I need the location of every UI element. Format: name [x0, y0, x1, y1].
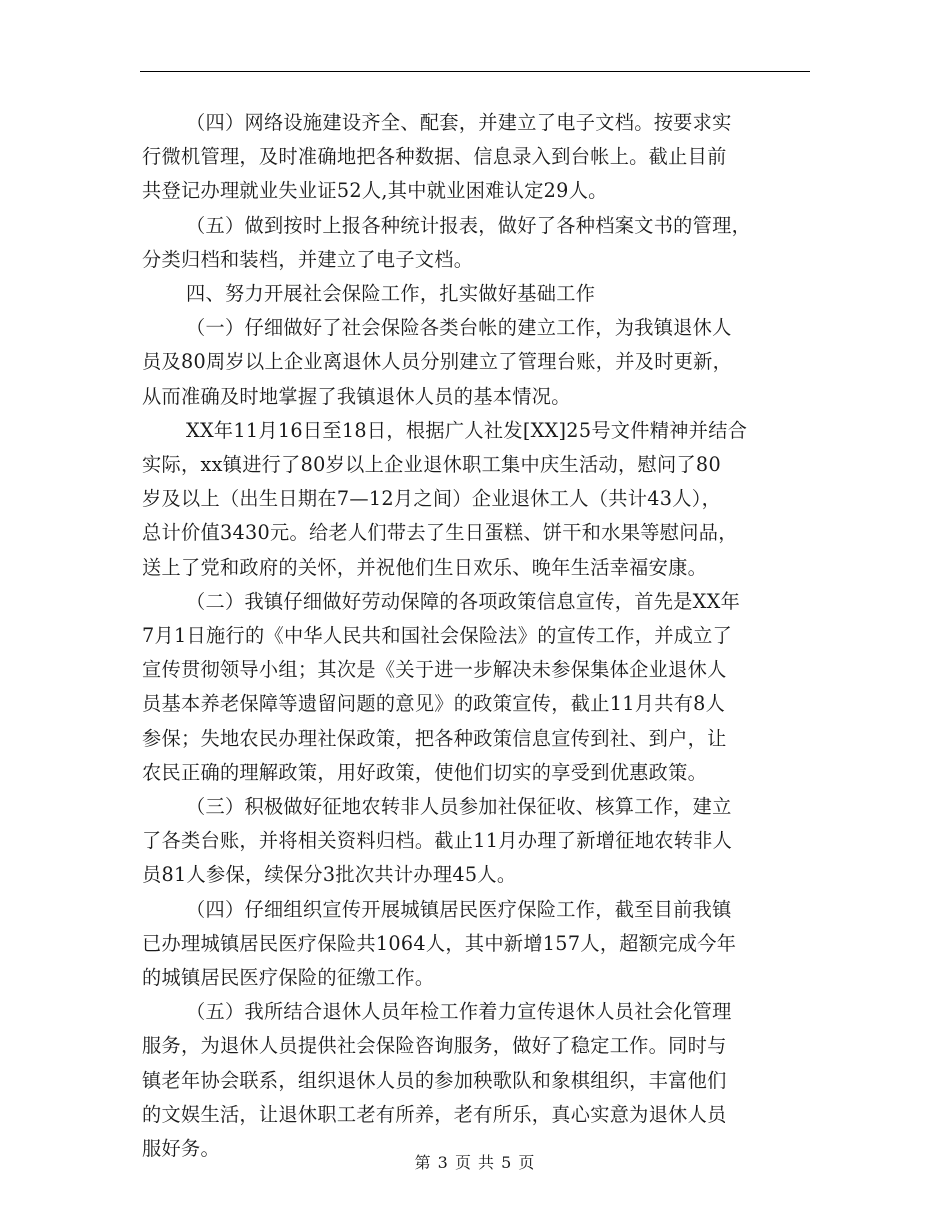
paragraph-line: 岁及以上（出生日期在7—12月之间）企业退休工人（共计43人），	[142, 487, 722, 511]
paragraph-line: XX年11月16日至18日，根据广人社发[XX]25号文件精神并结合	[186, 418, 748, 442]
paragraph-line: （五）做到按时上报各种统计报表，做好了各种档案文书的管理，	[186, 213, 752, 237]
paragraph-line: 员81人参保，续保分3批次共计办理45人。	[142, 863, 517, 887]
paragraph-line: （二）我镇仔细做好劳动保障的各项政策信息宣传，首先是XX年	[186, 589, 741, 613]
paragraph-line: 从而准确及时地掌握了我镇退休人员的基本情况。	[142, 384, 571, 408]
paragraph-line: 宣传贯彻领导小组；其次是《关于进一步解决未参保集体企业退休人	[142, 658, 727, 682]
paragraph-line: （四）网络设施建设齐全、配套，并建立了电子文档。按要求实	[186, 111, 732, 134]
paragraph-line: 镇老年协会联系，组织退休人员的参加秧歌队和象棋组织，丰富他们	[142, 1068, 727, 1092]
paragraph-line: （五）我所结合退休人员年检工作着力宣传退休人员社会化管理	[186, 1000, 732, 1024]
paragraph-line: 四、努力开展社会保险工作，扎实做好基础工作	[186, 282, 596, 306]
paragraph-network-facilities	[142, 106, 814, 209]
paragraph-birthday-event	[142, 414, 814, 585]
paragraph-line: 服务，为退休人员提供社会保险咨询服务，做好了稳定工作。同时与	[142, 1034, 727, 1058]
paragraph-line: 实际，xx镇进行了80岁以上企业退休职工集中庆生活动，慰问了80	[142, 453, 721, 477]
paragraph-line: 员及80周岁以上企业离退休人员分别建立了管理台账，并及时更新，	[142, 350, 733, 374]
paragraph-line: 分类归档和装档，并建立了电子文档。	[142, 247, 474, 271]
paragraph-line: 7月1日施行的《中华人民共和国社会保险法》的宣传工作，并成立了	[142, 624, 733, 648]
paragraph-policy-publicity	[142, 585, 814, 790]
paragraph-line: 送上了党和政府的关怀，并祝他们生日欢乐、晚年生活幸福安康。	[142, 555, 708, 579]
paragraph-line: 已办理城镇居民医疗保险共1064人，其中新增157人，超额完成今年	[142, 931, 737, 955]
paragraph-line: 了各类台账，并将相关资料归档。截止11月办理了新增征地农转非人	[142, 829, 733, 853]
paragraph-line: 共登记办理就业失业证52人,其中就业困难认定29人。	[142, 179, 608, 203]
paragraph-line: 员基本养老保障等遗留问题的意见》的政策宣传，截止11月共有8人	[142, 692, 726, 716]
paragraph-medical-insurance	[142, 893, 814, 996]
section-heading-social-insurance	[142, 277, 814, 311]
page-number-footer: 第 3 页 共 5 页	[414, 1153, 536, 1172]
paragraph-line: 的城镇居民医疗保险的征缴工作。	[142, 966, 435, 990]
paragraph-land-acquisition	[142, 790, 814, 893]
header-rule	[140, 71, 810, 72]
paragraph-line: 总计价值3430元。给老人们带去了生日蛋糕、饼干和水果等慰问品，	[142, 521, 738, 545]
paragraph-line: 农民正确的理解政策，用好政策，使他们切实的享受到优惠政策。	[142, 760, 708, 784]
document-body	[142, 106, 814, 1166]
paragraph-line: （四）仔细组织宣传开展城镇居民医疗保险工作，截至目前我镇	[186, 897, 732, 921]
paragraph-line: 参保；失地农民办理社保政策，把各种政策信息宣传到社、到户，让	[142, 726, 727, 750]
paragraph-line: 服好务。	[142, 1137, 220, 1161]
paragraph-retiree-services	[142, 995, 814, 1166]
paragraph-insurance-ledgers	[142, 311, 814, 414]
paragraph-line: （三）积极做好征地农转非人员参加社保征收、核算工作，建立	[186, 795, 732, 819]
paragraph-line: 行微机管理，及时准确地把各种数据、信息录入到台帐上。截止目前	[142, 145, 727, 169]
paragraph-line: （一）仔细做好了社会保险各类台帐的建立工作，为我镇退休人	[186, 316, 732, 340]
paragraph-statistics-reports	[142, 209, 814, 277]
paragraph-line: 的文娱生活，让退休职工老有所养，老有所乐，真心实意为退休人员	[142, 1102, 727, 1126]
